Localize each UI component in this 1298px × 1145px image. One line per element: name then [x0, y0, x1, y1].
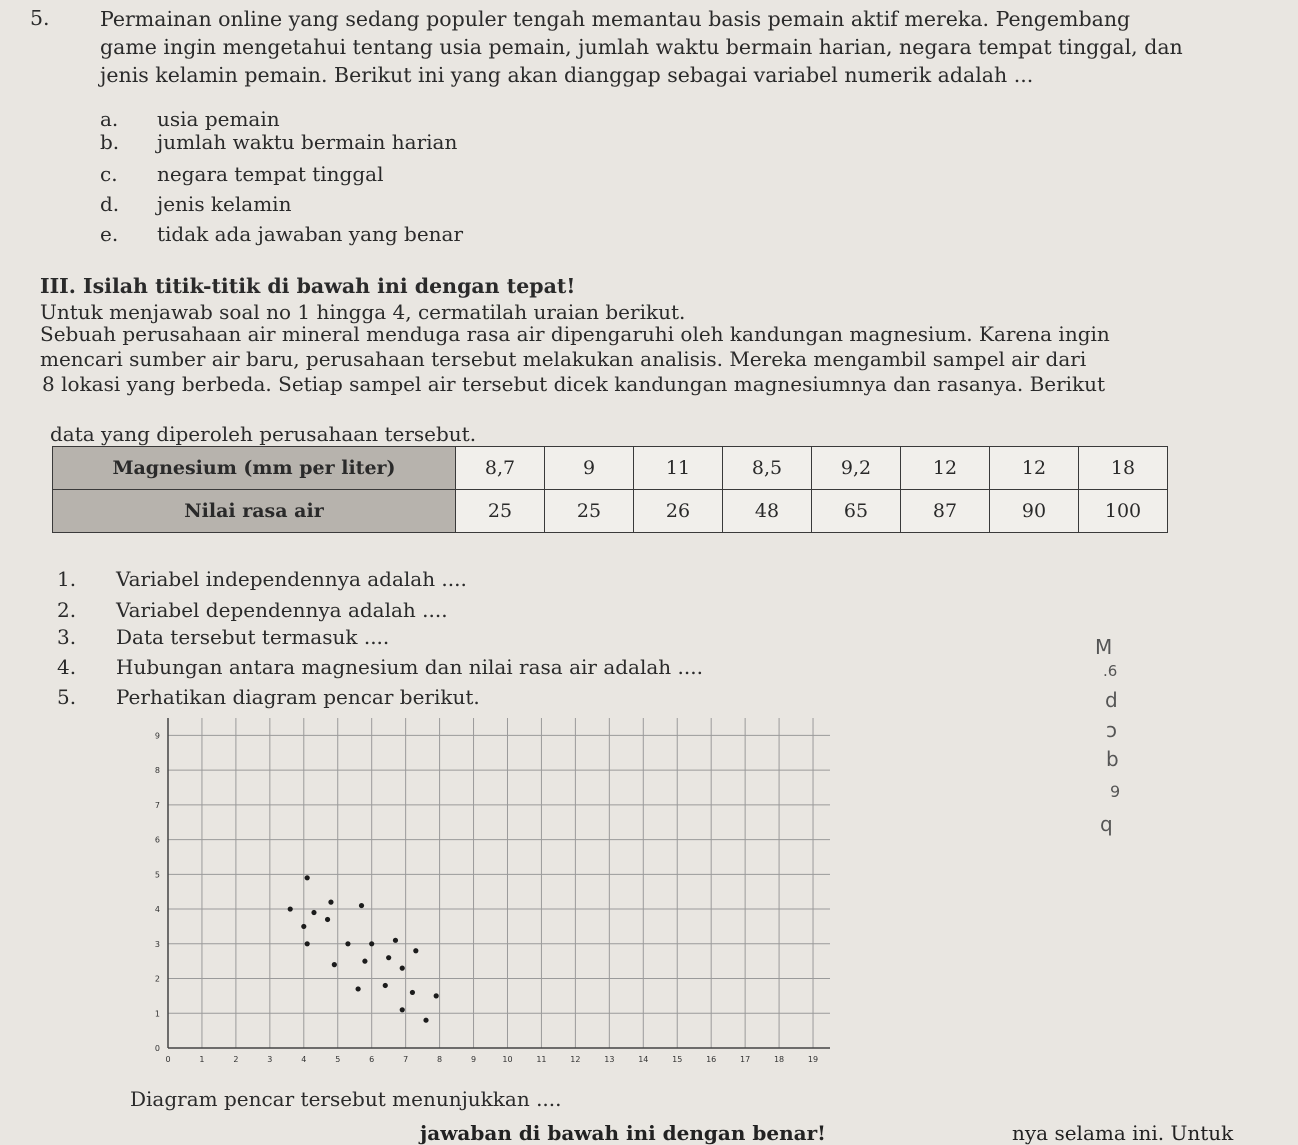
y-tick-label: 6 [154, 835, 160, 845]
margin-note-6: 9 [1110, 782, 1121, 801]
x-tick-label: 8 [437, 1055, 443, 1064]
data-point [362, 959, 367, 964]
data-point [386, 955, 391, 960]
x-tick-label: 19 [807, 1055, 819, 1064]
section-3-intro: Untuk menjawab soal no 1 hingga 4, cermatilah uraian berikut. [40, 300, 686, 324]
x-tick-label: 6 [369, 1055, 375, 1064]
data-point [434, 993, 439, 998]
table-cell: 25 [456, 490, 545, 533]
y-tick-label: 5 [154, 870, 160, 880]
row-label-magnesium: Magnesium (mm per liter) [53, 447, 456, 490]
section-3-title: III. Isilah titik-titik di bawah ini dengan tepat! [40, 274, 576, 298]
table-cell: 12 [901, 447, 990, 490]
data-point [383, 983, 388, 988]
margin-note-2: .6 [1103, 662, 1118, 680]
option-e-letter: e. [100, 222, 119, 246]
data-point [325, 917, 330, 922]
option-a-text: usia pemain [157, 107, 280, 131]
x-tick-label: 4 [301, 1055, 307, 1064]
table-cell: 87 [901, 490, 990, 533]
table-row-taste [53, 490, 1168, 533]
question-2-number: 2. [57, 598, 77, 622]
option-b-letter: b. [100, 130, 120, 154]
table-cell: 25 [545, 490, 634, 533]
question-4-text: Hubungan antara magnesium dan nilai rasa air adalah .... [116, 655, 703, 679]
x-tick-label: 5 [335, 1055, 341, 1064]
data-point [356, 986, 361, 991]
margin-note-4: ɔ [1106, 718, 1117, 742]
data-point [305, 941, 310, 946]
question-5-number: 5. [30, 6, 50, 30]
data-point [301, 924, 306, 929]
data-point [311, 910, 316, 915]
table-cell: 48 [723, 490, 812, 533]
table-cell: 18 [1079, 447, 1168, 490]
magnesium-data-table [52, 446, 1168, 533]
question-5-text: Permainan online yang sedang populer tengah memantau basis pemain aktif mereka. Pengembang game ingin mengetahui tentang usia pemain, jumlah waktu bermain harian, negara tempat tinggal, dan jenis kelamin pemain. Berikut ini yang akan dianggap sebagai variabel numerik adalah ... [100, 7, 1183, 87]
x-tick-label: 11 [536, 1055, 547, 1064]
paragraph-line-4: data yang diperoleh perusahaan tersebut. [50, 422, 477, 446]
data-point [393, 938, 398, 943]
margin-note-7: q [1100, 812, 1113, 836]
x-tick-label: 0 [165, 1055, 171, 1064]
data-point [332, 962, 337, 967]
option-c-letter: c. [100, 162, 118, 186]
x-tick-label: 2 [233, 1055, 239, 1064]
option-e-text: tidak ada jawaban yang benar [157, 222, 464, 246]
x-tick-label: 3 [267, 1055, 273, 1064]
table-row-magnesium [53, 447, 1168, 490]
data-point [423, 1018, 428, 1023]
x-tick-label: 7 [403, 1055, 409, 1064]
footer-left-text: jawaban di bawah ini dengan benar! [420, 1121, 826, 1145]
x-tick-label: 17 [740, 1055, 751, 1064]
option-d-letter: d. [100, 192, 120, 216]
question-3-text: Data tersebut termasuk .... [116, 625, 390, 649]
table-cell: 90 [990, 490, 1079, 533]
table-cell: 65 [812, 490, 901, 533]
x-tick-label: 1 [199, 1055, 205, 1064]
x-tick-label: 14 [638, 1055, 649, 1064]
question-3-number: 3. [57, 625, 77, 649]
table-cell: 12 [990, 447, 1079, 490]
data-point [410, 990, 415, 995]
y-tick-label: 1 [154, 1009, 160, 1019]
data-point [369, 941, 374, 946]
data-point [328, 900, 333, 905]
option-d-text: jenis kelamin [157, 192, 292, 216]
data-point [413, 948, 418, 953]
x-tick-label: 10 [502, 1055, 513, 1064]
question-2-text: Variabel dependennya adalah .... [116, 598, 448, 622]
x-tick-label: 9 [470, 1055, 477, 1064]
question-1-number: 1. [57, 567, 77, 591]
y-tick-label: 3 [154, 939, 160, 949]
question-5b-text: Perhatikan diagram pencar berikut. [116, 685, 480, 709]
option-c-text: negara tempat tinggal [157, 162, 384, 186]
data-point [400, 1007, 405, 1012]
table-cell: 8,5 [723, 447, 812, 490]
table-cell: 100 [1079, 490, 1168, 533]
y-tick-label: 8 [154, 766, 160, 776]
chart-caption: Diagram pencar tersebut menunjukkan .... [130, 1087, 562, 1111]
option-a-letter: a. [100, 107, 119, 131]
y-tick-label: 2 [154, 974, 160, 984]
data-point [400, 966, 405, 971]
data-point [345, 941, 350, 946]
y-tick-label: 4 [154, 905, 160, 915]
y-tick-label: 7 [154, 800, 160, 810]
margin-note-1: M [1095, 635, 1113, 659]
question-4-number: 4. [57, 655, 77, 679]
y-tick-label: 0 [154, 1044, 160, 1053]
x-tick-label: 13 [604, 1055, 615, 1064]
margin-note-3: d [1105, 688, 1118, 712]
option-b-text: jumlah waktu bermain harian [157, 130, 458, 154]
paragraph-line-1: Sebuah perusahaan air mineral menduga rasa air dipengaruhi oleh kandungan magnesium. Karena ingin [40, 322, 1110, 346]
x-tick-label: 12 [570, 1055, 581, 1064]
table-cell: 8,7 [456, 447, 545, 490]
y-tick-label: 9 [154, 731, 160, 741]
paragraph-line-2: mencari sumber air baru, perusahaan tersebut melakukan analisis. Mereka mengambil sampel air dari [40, 347, 1087, 371]
data-point [288, 906, 293, 911]
x-tick-label: 16 [706, 1055, 717, 1064]
question-5b-number: 5. [57, 685, 77, 709]
paragraph-line-3: 8 lokasi yang berbeda. Setiap sampel air tersebut dicek kandungan magnesiumnya dan rasanya. Berikut [42, 372, 1106, 396]
table-cell: 9 [545, 447, 634, 490]
data-point [359, 903, 364, 908]
footer-right-text: nya selama ini. Untuk [1012, 1121, 1234, 1145]
row-label-taste: Nilai rasa air [53, 490, 456, 533]
table-cell: 11 [634, 447, 723, 490]
x-tick-label: 15 [672, 1055, 683, 1064]
table-cell: 9,2 [812, 447, 901, 490]
scatter-chart [140, 700, 840, 1080]
question-1-text: Variabel independennya adalah .... [116, 567, 467, 591]
margin-note-5: b [1106, 747, 1119, 771]
x-tick-label: 18 [773, 1055, 785, 1064]
data-point [305, 875, 310, 880]
table-cell: 26 [634, 490, 723, 533]
